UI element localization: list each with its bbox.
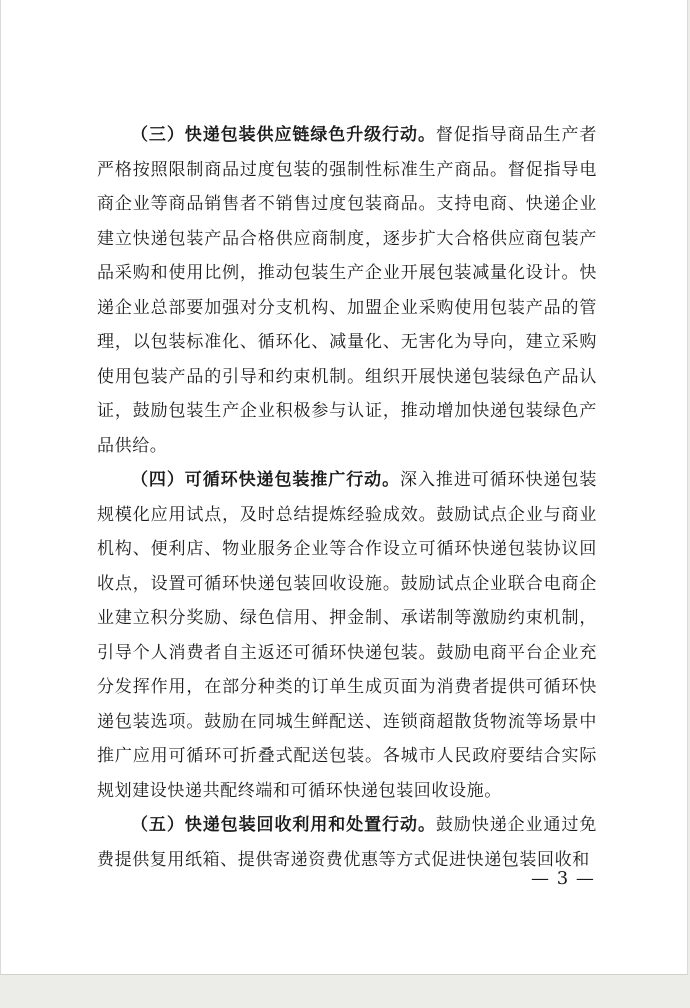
- paragraph-4: [97, 463, 597, 808]
- paragraph-4-heading: （四）可循环快递包装推广行动。: [131, 470, 401, 490]
- viewer-bottom-strip: [0, 976, 690, 1008]
- page-number: — 3 —: [531, 868, 595, 889]
- body-text: [97, 118, 597, 877]
- paragraph-3-text: 督促指导商品生产者严格按照限制商品过度包装的强制性标准生产商品。督促指导电商企业等商品销售者不销售过度包装商品。支持电商、快递企业建立快递包装产品合格供应商制度，逐步扩大合格供应商包装产品采购和使用比例，推动包装生产企业开展包装减量化设计。快递企业总部要加强对分支机构、加盟企业采购使用包装产品的管理，以包装标准化、循环化、减量化、无害化为导向，建立采购使用包装产品的引导和约束机制。组织开展快递包装绿色产品认证，鼓励包装生产企业积极参与认证，推动增加快递包装绿色产品供给。: [97, 125, 597, 456]
- paragraph-4-text: 深入推进可循环快递包装规模化应用试点，及时总结提炼经验成效。鼓励试点企业与商业机构、便利店、物业服务企业等合作设立可循环快递包装协议回收点，设置可循环快递包装回收设施。鼓励试点企业联合电商企业建立积分奖励、绿色信用、押金制、承诺制等激励约束机制，引导个人消费者自主返还可循环快递包装。鼓励电商平台企业充分发挥作用，在部分种类的订单生成页面为消费者提供可循环快递包装选项。鼓励在同城生鲜配送、连锁商超散货物流等场景中推广应用可循环可折叠式配送包装。各城市人民政府要结合实际规划建设快递共配终端和可循环快递包装回收设施。: [97, 470, 598, 801]
- paragraph-3: [97, 118, 597, 463]
- paragraph-5: [97, 808, 597, 877]
- paragraph-5-text: 鼓励快递企业通过免费提供复用纸箱、提供寄递资费优惠等方式促进快递包装回收和: [97, 815, 597, 870]
- paragraph-3-heading: （三）快递包装供应链绿色升级行动。: [131, 125, 436, 145]
- paragraph-5-heading: （五）快递包装回收利用和处置行动。: [131, 815, 436, 835]
